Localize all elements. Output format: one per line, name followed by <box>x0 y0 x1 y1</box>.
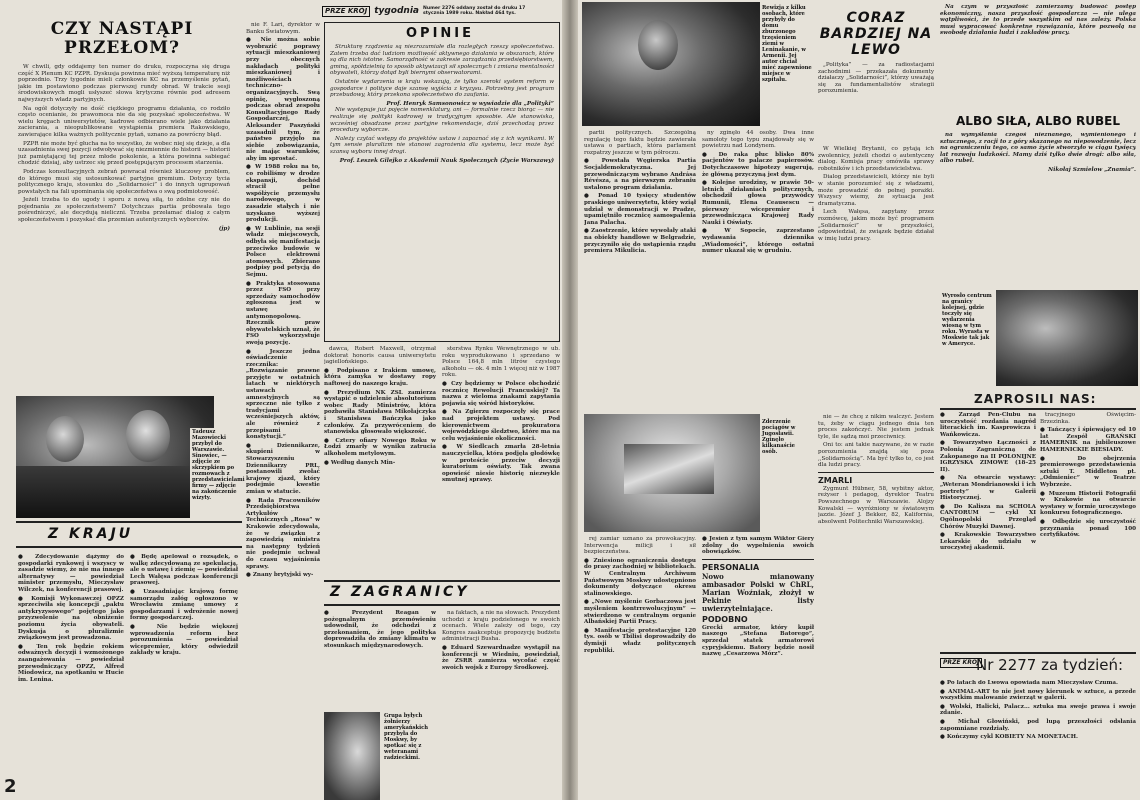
paragraph: ny zginęło 44 osoby. Dwa inne samoloty tego typu znajdowały się w powietrzu nad Londynem. <box>702 130 814 150</box>
bullet-icon: ● <box>246 37 261 44</box>
news-item <box>18 596 124 642</box>
paragraph: Lech Wałęsa, zapytany przez rozmówcę, jakim może być programem „Solidarności” w przyszłości, odpowiedział, że związek będzie działał w imię ludzi pracy. <box>818 209 934 242</box>
bullet-icon: ● <box>584 228 592 235</box>
article-signature: (jp) <box>218 225 230 232</box>
article-title-coraz: CORAZ BARDZIEJ NA LEWO <box>819 10 933 58</box>
news-item-text: Na Zgierzu rozpoczęły się prace nad projektem ustawy. Pod kierownictwem prokuratora wojewódzkiego śledztwo, które ma na celu wyjaśnienie okoliczności. <box>442 409 560 442</box>
bullet-icon: ● <box>246 572 253 579</box>
bullet-icon: ● <box>130 623 157 630</box>
bullet-icon: ● <box>702 536 710 542</box>
masthead <box>322 2 562 20</box>
photo-caption-soldiers: Grupa byłych żołnierzy amerykańskich przybyła do Moskwy, by spotkać się z weteranami radzieckimi. <box>384 713 429 761</box>
news-item-text: Kończymy cykl KOBIETY NA MONETACH. <box>946 734 1078 741</box>
bullet-icon: ● <box>1040 455 1078 462</box>
next-issue-list <box>940 680 1136 800</box>
bullet-icon: ● <box>702 228 725 235</box>
bullet-icon: ● <box>940 703 950 710</box>
paragraph: nie F. Lari, dyrektor w Banku Światowym. <box>246 22 320 35</box>
news-item <box>324 610 436 650</box>
news-item-text: Michał Głowiński, pod lupą przeszłości odsłania zapomniane rozdziały. <box>940 718 1136 732</box>
right-col-1 <box>584 130 696 410</box>
bullet-icon: ● <box>324 367 337 374</box>
paragraph: PZPR nie może być głucha na to wszystko, że wobec niej się dzieje, a dla uzasadnienia swej pozycji odwoływać się niezmiennie do historii — historii już pamiętającej tej przez młode pokolenie, a która powinna sabiegać chodzić dzisiaj, aby ustrzec się przed postępującym procesem starzenia. <box>18 140 230 167</box>
news-item <box>584 628 696 654</box>
right-page <box>578 0 1140 800</box>
photo-soldiers <box>324 712 380 800</box>
bullet-icon: ● <box>246 348 270 355</box>
news-item <box>940 440 1036 473</box>
divider <box>324 604 560 606</box>
news-item-text: Według danych Min- <box>330 459 396 466</box>
column-lari <box>246 22 320 800</box>
photo-caption-mazowiecki: Tadeusz Mazowiecki przybył do Warszawie. Sinowiec, — zdjęcie ze skrzypkiem po rozmowach z przedstawicielami firmy — zdjęcie na zakończenie wizyty. <box>190 428 244 518</box>
bullet-icon: ● <box>442 409 453 416</box>
page-number: 2 <box>4 776 17 797</box>
bullet-icon: ● <box>324 389 338 396</box>
news-item <box>324 390 436 436</box>
albo-body <box>940 132 1136 288</box>
bullet-icon: ● <box>442 380 452 387</box>
photo-armenia <box>582 2 760 126</box>
divider <box>940 652 1136 654</box>
news-item <box>584 193 696 226</box>
coraz-body <box>818 146 934 410</box>
paragraph: Na czym w przyszłość zamierzamy budować postęp ekonomiczny, nasza przyszłość gospodarcza — nie ulega wątpliwości, że to przede wszystkim od nas zależy. Polska musi wypracować konkretne rozwiązania, które pozwolą na swobodę działania ludzi i zakładów pracy. <box>940 4 1136 37</box>
personalia-title: PERSONALIA <box>702 562 760 572</box>
news-item <box>940 689 1136 702</box>
news-item-text: Zaostrzenie, które wywołały ataki na obiekty handlowe w Belgradzie, przyczyniło się do ustąpienia rządu premiera Mikulicia. <box>584 228 696 255</box>
opinie-title: OPINIE <box>405 26 474 41</box>
news-item <box>442 409 560 442</box>
zagranicy-col-1 <box>324 610 436 708</box>
photo-caption-armenia: Rewizja z kilku osobach, które przybyły do domu zburzonego trzęsieniem ziemi w Leninakanie, w Armenii. Jej autor chciał mieć zapewnione miejsce w szpitalu. <box>760 4 814 124</box>
photo-mazowiecki <box>16 396 214 518</box>
paragraph: Nie występuje już pojęcie nomenklatury, ani — formalnie rzecz biorąc — nie realizuje się polityki kadrowej w tradycyjnym sposobie. Ale stanowiska, wcześniej obsadzane przez partyjne rekomendacje, dziś przechodzą przez procedury wyborcze. <box>330 107 554 134</box>
bullet-icon: ● <box>584 599 592 606</box>
news-item <box>940 504 1036 530</box>
news-item <box>702 152 814 178</box>
news-item-text: Praktyka stosowana przez FSO przy sprzedaży samochodów zgłoszona jest w ustawę antymonopolową. Rzecznik praw obywatelskich uznał, że FSO wykorzystuje swoją pozycję. <box>246 280 320 346</box>
right-col-3 <box>584 536 696 800</box>
article-title-przelom: CZY NASTĄPI PRZEŁOM? <box>50 19 194 58</box>
news-item-text: Tańczący i śpiewający od 10 lat Zespół GRAŃSKI HAMERNIK na jubileuszowe HAMERNICKIE BIESIADY. <box>1040 427 1136 453</box>
news-item-text: Ponad 10 tysięcy studentów praskiego uniwersytetu, który wziął udział w demonstracji w Pradze, upamiętniło rocznicę samospalenia Jana Palacha. <box>584 193 696 226</box>
news-item-text: Eduard Szewardnadze wystąpił na konferencji w Wiedniu, powiedział, że ZSRR zamierza wycofać część swoich wojsk z Europy Środkowej. <box>442 644 560 671</box>
news-item <box>442 444 560 484</box>
news-item-text: Komisji Wykonawczej OPZZ sprzeciwiła się koncepcji „paktu antykryzysowego” pojętego jako przyzwolenie na obniżenie poziomu życia obywateli. Dyskusja o pluralizmie związkowym jest prowadzona. <box>18 595 124 642</box>
photo-train-crash <box>584 414 760 532</box>
news-item <box>1040 427 1136 453</box>
news-item <box>246 281 320 347</box>
news-item <box>940 734 1136 741</box>
opinie-signature: Prof. Leszek Gilejko z Akademii Nauk Społecznych (Życie Warszawy) <box>339 157 554 164</box>
news-item <box>18 554 124 594</box>
news-item-text: Nie będzie większej wprowadzenia reform bez porozumienia — powiedział wicepremier, który odwiedził zakłady w kraju. <box>130 623 238 657</box>
bullet-icon: ● <box>940 440 953 447</box>
right-col-4 <box>702 536 814 800</box>
bullet-icon: ● <box>324 610 352 616</box>
news-item-text: Uzasadniając krajową formę samorządu załóg ogłoszono w Wrocławiu zmianę umowy z gospodarzami i wdrożenie nowej formy gospodarczej. <box>130 588 238 622</box>
news-item-text: Wolski, Halicki, Palacz... sztuka ma swoje prawa i swoje zdanie. <box>940 703 1136 717</box>
kraju-col-1 <box>18 554 124 786</box>
news-item-text: Jesień z tym samym Wiktor Giery zdolny do wypełnienia swoich obowiązków. <box>702 536 814 556</box>
page-gutter <box>562 0 578 800</box>
bullet-icon: ● <box>702 180 712 187</box>
news-item <box>324 438 436 458</box>
paragraph: Strukturę rządzenia są niezrozumiałe dla rozległych rzeszy społeczeństwa. Zatem trzeba dać ludziom możliwość aktywnego działania w obszarach, które są dla nich istotne. Samorządność w zakresie zarządzania przedsiębiorstwem, gminą, spółdzielnią to sposób aktywizacji sił społecznych i zmiana mentalności obywateli, którzy dotąd byli biernymi obserwatorami. <box>330 44 554 77</box>
news-item-text: Muzeum Historii Fotografii w Krakowie na otwarcie wystawy w formie uroczystego konkursu fotograficznego. <box>1040 490 1136 517</box>
news-item <box>702 228 814 254</box>
news-item-text: Prezydent Reagan w pożegnalnym przemówieniu udowodnił, że odchodzi z przekonaniem, że jego polityka doprowadziła do zmiany klimatu w stosunkach międzynarodowych. <box>324 610 436 649</box>
news-item <box>324 368 436 388</box>
bullet-icon: ● <box>442 444 457 451</box>
zmarli-title: ZMARLI <box>818 475 853 485</box>
news-item <box>18 644 124 684</box>
news-item-text: Ten rok będzie rokiem odważnych decyzji i wzmożonego zaangażowania — powiedział przewodniczący OPZZ, Alfred Miodowicz, na spotkaniu w Hucie im. Lenina. <box>18 643 124 683</box>
news-item <box>246 226 320 279</box>
news-item-text: Krakowskie Towarzystwo Lekarskie do udziału w uroczystej akademii. <box>940 532 1036 552</box>
news-item <box>584 228 696 254</box>
paragraph: na wymyślania czegoś nieznanego, wymienionego i sztucznego, z racji to z góry skazanego na niepowodzenie, lecz na ograniczeniu tego, co samo życie stworzyło w ciągu tysięcy lat rozwoju ludzkości. Mamy dziś tylko dwie drogi: albo siła, albo rubel. <box>940 132 1136 165</box>
paragraph: W chwili, gdy oddajemy ten numer do druku, rozpoczyna się druga część X Plenum KC PZPR. Dyskusja powinna mieć wyższą temperaturę niż poprzednio. Trzy tygodnie mieli członkowie KC na przemyślenie pytań, jakie im postawiono podczas pierwszej rundy obrad. W trakcie sesji środowiskowych mogli usłyszeć słowa krytyczne równie pod adresem najwyższych władz partyjnych. <box>18 64 230 103</box>
bullet-icon: ● <box>940 412 959 418</box>
bullet-icon: ● <box>324 437 336 444</box>
bottom-col-2 <box>442 346 560 576</box>
bullet-icon: ● <box>442 644 451 651</box>
news-item <box>1040 491 1136 517</box>
paragraph: na faktach, a nie na słowach. Prezydent uchodzi z kraju podzielonego w swoich ocenach. Wiele zależy od tego, czy Kongres zaakceptuje propozycję budżetu administracji Busha. <box>442 610 560 643</box>
divider <box>702 559 814 560</box>
bullet-icon: ● <box>18 595 32 602</box>
news-item <box>246 164 320 223</box>
news-item-text: Podpisano z Irakiem umowę, która zamyka w dostawy ropy naftowej do naszego kraju. <box>324 367 436 387</box>
bullet-icon: ● <box>940 532 955 539</box>
news-item-text: Do raka płuc blisko 80% pacjentów to palacze papierosów. Dotychczasowe hipotezy sugerują, że główną przyczyną jest dym. <box>702 151 814 178</box>
news-item <box>940 532 1036 552</box>
news-item <box>584 599 696 625</box>
photo-caption-moscow: Wyrosło centrum na granicy kolejnej, gdzie toczyły się wydarzenia wiosną w tym roku. Wyrasta w Moskwie tak jak w Ameryce. <box>940 292 994 384</box>
bullet-icon: ● <box>940 688 949 695</box>
paragraph: nie — że chcę z nikim walczyć. Jestem tu, żeby w ciągu jednego dnia ten proces zakończyć. Nie jestem jednak tyle, ile sądzą moi przeciwnicy. <box>818 414 934 440</box>
bullet-icon: ● <box>130 554 142 560</box>
news-item-text: W Sopocie, zaprzestano wydawania dziennika „Wiadomości”, którego ostatni numer ukazał się w grudniu. <box>702 228 814 255</box>
bullet-icon: ● <box>324 459 331 466</box>
far-right-top <box>940 4 1136 112</box>
news-item <box>1040 519 1136 539</box>
news-item-text: Do obejrzenia premierowego przedstawienia sztuki T. Middleton pt. „Odmieniec” w Teatrze Wybrzeże. <box>1040 455 1136 488</box>
paragraph: „Polityka” — za radiostacjami zachodnimi — przekazała dokumenty działaczy „Solidarności”, którzy uważają się za fundamentalistów strategii porozumienia. <box>818 62 934 95</box>
news-item <box>246 349 320 441</box>
news-item <box>442 381 560 407</box>
news-item-text: W 1988 roku na to, co robiliśmy w drodze ekspansji, dochód stracił pełne współżycie przemysłu narodowego, w zasadzie stałych i nie uzyskano wyższej produkcji. <box>246 164 320 224</box>
news-item-text: Znany brytyjski wy- <box>252 572 314 579</box>
photo-moscow <box>996 290 1138 386</box>
news-item-text: Na otwarcie wystawy: „Weteran Mondrianowski i ich portrety” w Galerii Historycznej. <box>940 475 1036 502</box>
bullet-icon: ● <box>940 475 958 482</box>
news-item-text: Czy będziemy w Polsce obchodzić rocznicę Rewolucji Francuskiej? Ta nazwa z wieloma znakami zapytania pojawia się wśród historyków. <box>442 380 560 407</box>
kraju-col-2 <box>130 554 238 786</box>
coraz-intro <box>818 62 934 142</box>
divider <box>324 580 560 582</box>
paragraph: Na ogół dotyczyły ne dość ciężkiego programu działania, co rodziło często ocenianie, że prawomoca nie da się pozyskać społeczeństwa. W wielu kręgach uniwersytetów, kadrowe odbierano wiele jako działania zacierania, a nieopublikowane wystąpienia premiera Rakowskiego, zawierające kilka ważnych politycznie pytań, uznano za powrócny błąd. <box>18 105 230 138</box>
news-item <box>940 719 1136 732</box>
news-item-text: Zniesiono ograniczenia dostępu do prasy zachodniej w bibliotekach. W Centralnym Archiwum Państwowym Moskwy udostępniono dokumenty dotyczące okresu stalinowskiego. <box>584 557 696 597</box>
news-item-text: Cztery ofiary Nowego Roku w Łodzi zmarły w wyniku zatrucia alkoholem metylowym. <box>324 437 436 457</box>
paragraph: rej zamiar uznano za prowokacyjny. Interwencja milicji i sił bezpieczeństwa. <box>584 536 696 556</box>
zaprosili-title: ZAPROSILI NAS: <box>974 392 1097 406</box>
news-item-text: Towarzystwo Łączności z Polonią Zagraniczną do Zakopanego na II POLONIJNE IGRZYSKA ZIMOWE (18–25 II). <box>940 440 1036 473</box>
news-item-text: Zdecydowanie dążymy do gospodarki rynkowej i wszyscy w zasadzie wiemy, że nie ma innego alternatywy — powiedział minister przemysłu, Mieczysław Wilczek, na konferencji prasowej. <box>18 554 124 593</box>
news-item <box>442 645 560 671</box>
bullet-icon: ● <box>584 158 602 165</box>
news-item <box>584 558 696 598</box>
divider <box>16 546 242 548</box>
news-item <box>130 554 238 587</box>
divider <box>818 472 934 473</box>
personalia-text: Nowo mianowany ambasador Polski w ChRL, Marian Woźniak, złożył w Pekinie listy uwierzytelniające. <box>702 571 814 613</box>
news-item <box>246 443 320 496</box>
paragraph: tracyjnego Oświęcim-Brzezinka. <box>1040 412 1136 425</box>
bullet-icon: ● <box>940 718 958 725</box>
zaprosili-col-2 <box>1040 412 1136 648</box>
right-col-5 <box>818 414 934 800</box>
news-item <box>940 704 1136 717</box>
paragraph: Należy czytać wstępy do projektów ustaw i zapoznać się z ich wynikami. W tym sensie pluralizm nie stanowi zagrożenia dla systemu, lecz może być szansą wyboru innej drogi. <box>330 135 554 155</box>
news-item <box>246 498 320 571</box>
opinie-body <box>330 44 554 338</box>
paragraph: sterstwa Rynku Wewnętrznego w ub. roku wyprodukowano i sprzedano w Polsce 164,8 mln litrów czystego alkoholu — ok. 4 mln 1 więcej niż w 1987 roku. <box>442 346 560 379</box>
right-col-2 <box>702 130 814 410</box>
podobno-text: Grecki armator, który kupił naszego „Stefana Batorego”, sprzedał statek armatorowi cypryjskiemu. Batory będzie nosił nazwę „Cesarzowa Mórz”. <box>702 624 814 658</box>
news-item <box>940 412 1036 438</box>
paragraph: W Wielkiej Brytanii, co pytają ich zwolennicy, jeżeli chodzi o autentyczny dialog. Komisja pracy omówiła sprawy robotników i ich przedstawicielstwa. <box>818 146 934 172</box>
divider <box>940 408 1136 410</box>
news-item-text: Po latach do Lwowa opowiada nam Mieczysław Czuma. <box>946 680 1118 686</box>
bullet-icon: ● <box>1040 427 1048 434</box>
news-item <box>324 460 436 467</box>
masthead-title: tygodnia <box>374 6 419 16</box>
news-item-text: ANIMAL-ART to nie jest nowy kierunek w sztuce, a przede wszystkim malowanie zwierząt w galerii. <box>940 688 1136 702</box>
news-item <box>1040 456 1136 489</box>
photo-caption-train: Zderzenie pociągów w Jugosławii. Zginęło kilkanaście osób. <box>760 418 814 478</box>
news-item <box>584 158 696 191</box>
news-item-text: Manifestacje protestacyjne 120 tys. osób w Tbilisi doprowadziły do dymisji władz politycznych republiki. <box>584 627 696 654</box>
news-item <box>130 589 238 622</box>
issue-info: Numer 2276 oddany został do druku 17 stycznia 1989 roku. Nakład 464 tys. <box>423 5 526 16</box>
paragraph: dawca, Robert Maxwell, otrzymał doktorat honoris causa uniwersytetu jagiellońskiego. <box>324 346 436 366</box>
news-item-text: W Siedlcach zmarła 28-letnia nauczycielka, która podjęła głodówkę w proteście przeciw decyzji kuratorium oświaty. Tak zwana opowieść niesie historię niezwykle smutnej sprawy. <box>442 444 560 484</box>
paragraph: Ostatnie wydarzenia w kraju wskazują, że tylko szeroki system reform w gospodarce i polityce daje szansę wyjścia z kryzysu. Potrzebny jest program przebudowy, który przekona społeczeństwo do zaufania. <box>330 78 554 99</box>
bullet-icon: ● <box>130 588 144 595</box>
zmarli-text: Zygmunt Hübner, 58, wybitny aktor, reżyser i pedagog, dyrektor Teatru Powszechnego w Warszawie. Alojzy Kowalski — wyróżniony w światowym jazzie. Józef J. Bekker, 82, Kalifornia, absolwent Politechniki Warszawskiej. <box>818 485 934 525</box>
news-item <box>702 180 814 226</box>
next-issue-title: Nr 2277 za tydzień: <box>976 656 1124 674</box>
article-title-albo: ALBO SIŁA, ALBO RUBEL <box>956 114 1120 128</box>
bullet-icon: ● <box>18 643 37 650</box>
bullet-icon: ● <box>246 164 256 171</box>
news-item-text: Zarząd Pen-Clubu na uroczystość rozdania nagród literackich im. Kasprowicza i Wańkowicza. <box>940 412 1036 438</box>
podobno-title: PODOBNO <box>702 614 748 624</box>
news-item-text: Prezydium NK ZSL zamierza wystąpić o udzielenie absolutorium wobec Rady Ministrów, która pozbawiła Stanisława Mikołajczyka i Stanisława Bańczyka jako członków. Za przywróceniem do stanowiska głosowało większość. <box>324 389 436 436</box>
news-item-text: Będę apelował o rozsądek, o walkę zdecydowaną ze spekulacją, ale o ustawę i ziemię — powiedział Lech Wałęsa podczas konferencji prasowej. <box>130 554 238 587</box>
bullet-icon: ● <box>940 734 947 741</box>
bullet-icon: ● <box>18 554 36 560</box>
news-item-text: Jeszcze jedna oświadczenie rzecznika: „Rozwiązanie prawne przyjęte w ostatnich latach w niektórych ustawach amnestyjnych są sprzeczne nie tylko z tradycjami wcześniejszych aktów, ale również z przepisami konstytucji.” <box>246 348 320 441</box>
bullet-icon: ● <box>584 557 594 564</box>
news-item-text: Rada Pracowników Przedsiębiorstwa Artykułów Technicznych „Rosa” w Krakowie zdecydowała, że w związku z zapowiedzią ministra na następny tydzień nie podejmie uchwał do czasu wyjaśnienia sprawy. <box>246 497 320 570</box>
left-page <box>0 0 562 800</box>
bullet-icon: ● <box>246 497 259 504</box>
bullet-icon: ● <box>940 503 954 510</box>
news-item <box>246 37 320 162</box>
opinie-signature: Prof. Henryk Samsonowicz w wywiadzie dla „Polityki” <box>386 100 554 107</box>
news-item-text: Kolejne urodziny, w prawie 50-letnich działaniach politycznych, obchodził głowa przywódcy Rumunii, Elena Ceausescu — pierwszy wicepremier i przewodnicząca Krajowej Rady Nauki i Oświaty. <box>702 180 814 226</box>
bullet-icon: ● <box>702 151 719 158</box>
przekroj-logo: PRZE KRÓJ <box>322 6 370 17</box>
paragraph: Podczas konsultacyjnych zebrań powracał również kluczowy problem, do którego musi się ustosunkować partyjne gremium. Dotyczy tycia politycznego kraju, stosunku do „Solidarności” i do innych ugrupowań powstałych na fali upominania się społeczeństwa o swą podmiotowość. <box>18 168 230 195</box>
news-item <box>246 572 320 579</box>
news-item-text: W Lublinie, na sesji władz miejscowych, odbyła się manifestacja przeciwko budowie w Polsce elektrowni atomowych. Zbierano podpisy pod petycją do Sejmu. <box>246 225 320 278</box>
news-item-text: Do Kalisza na SCHOLA CANTORUM — cykl XI Ogólnopolski Przegląd Chórów Muzyki Dawnej. <box>940 503 1036 530</box>
news-item-text: Dziennikarze, skupieni w Stowarzyszeniu Dziennikarzy PRL, postanowili zwołać krajowy zjazd, który podejmie kwestie zmian w statucie. <box>246 442 320 495</box>
news-item <box>940 680 1136 687</box>
bullet-icon: ● <box>246 225 256 232</box>
news-item <box>702 536 814 556</box>
zaprosili-col-1 <box>940 412 1036 648</box>
albo-signature: Nikołaj Szmielow „Znamia”. <box>1048 166 1136 173</box>
news-item-text: Odbędzie się uroczystość przyznania ponad 100 certyfikatów. <box>1040 518 1136 539</box>
bullet-icon: ● <box>246 442 277 449</box>
paragraph: Dialog przedstawicieli, którzy nie byli w stanie porozumieć się z władzami, może prowadzić do pełnej porażki. Wszyscy wiemy, że sytuacja jest dramatyczna. <box>818 174 934 207</box>
news-item <box>940 475 1036 501</box>
news-item-text: Powstała Węgierska Partia Socjaldemokratyczna. Jej przewodniczącym wybrano Andrása Révésza, a na pierwszym zebraniu ustalono program działania. <box>584 158 696 191</box>
paragraph: Oni to: ani takie nazywane, że w razie porozumienia znajdą się poza ,,Solidarnością”. Ma być tylko to, co jest dla ludzi pracy. <box>818 442 934 469</box>
divider <box>16 521 242 523</box>
section-title-kraju: Z KRAJU <box>48 526 134 542</box>
news-item-text: Nie można sobie wyobrazić poprawy sytuacji mieszkaniowej przy obecnych nakładach polityki mieszkaniowej i możliwościach techniczno-organizacyjnych. Swą opinię, wygłoszoną podczas obrad zespołu Konsultacyjnego Rady Gospodarczej, Aleksander Paszyński uzasadnił tym, że państwo przyjęło na siebie zobowiązania, nie mając warunków, aby im sprostać. <box>246 37 320 162</box>
paragraph: Jeżeli trzeba to do ugody i sporu z nową siłą, to zdolne czy nie do pojednania ze społeczeństwem? Dotychczas partia próbowała tego pośredniczyć, ale decydują nieliczni. Trzeba przełamać dialog z całym społeczeństwem i pozyskać dla przemian autentycznych wyborców. <box>18 197 230 224</box>
bullet-icon: ● <box>246 280 256 287</box>
news-item-text: „Nowe myślenie Gorbaczowa jest myśleniem kontrrewolucyjnym” — stwierdzono w centralnym organie Albańskiej Partii Pracy. <box>584 599 696 626</box>
section-title-zagranicy: Z ZAGRANICY <box>330 584 470 600</box>
bullet-icon: ● <box>940 680 947 686</box>
przekroj-logo-small: PRZE KRÓJ <box>940 658 982 668</box>
paragraph: partii politycznych. Szczególną regulację tego faktu będzie zawierała ustawa o partiach, która parlament rozpatrzy jeszcze w tym półroczu. <box>584 130 696 156</box>
zagranicy-col-2 <box>442 610 560 800</box>
article-body-przelom <box>18 64 230 376</box>
bullet-icon: ● <box>1040 490 1049 497</box>
news-item <box>130 624 238 657</box>
bottom-col-1 <box>324 346 436 576</box>
bullet-icon: ● <box>584 627 595 634</box>
bullet-icon: ● <box>584 193 599 200</box>
bullet-icon: ● <box>1040 518 1053 525</box>
